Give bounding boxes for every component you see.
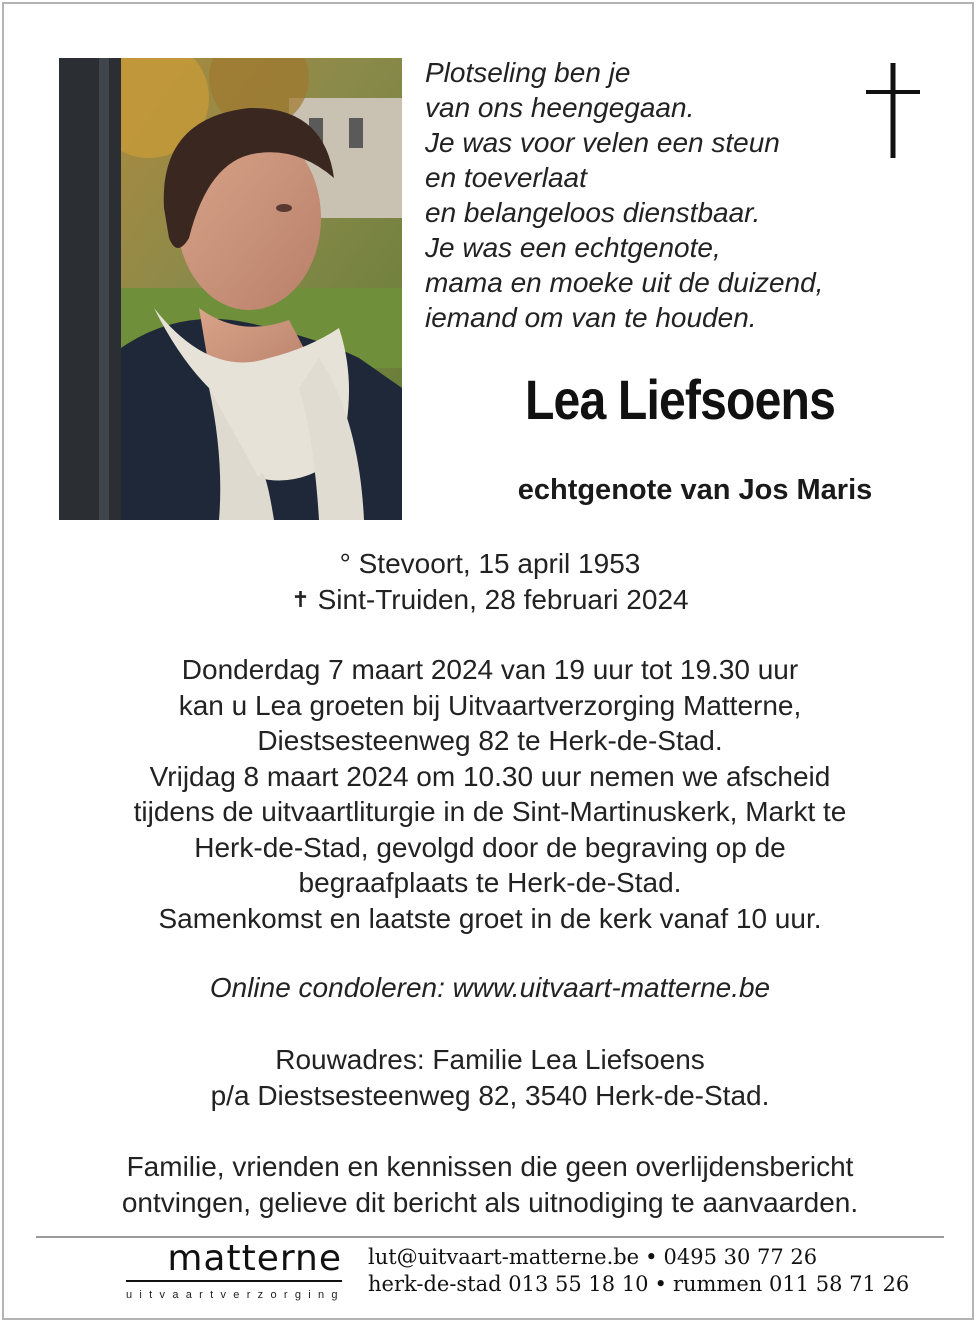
ceremony-line: kan u Lea groeten bij Uitvaartverzorging Matterne, bbox=[178, 689, 802, 721]
memorial-poem bbox=[425, 55, 865, 335]
portrait-photo bbox=[59, 58, 402, 520]
birth-line bbox=[40, 546, 940, 582]
contact-info bbox=[368, 1244, 909, 1298]
contact-line-2 bbox=[368, 1271, 909, 1298]
death-line bbox=[40, 582, 940, 618]
poem-line: Je was voor velen een steun bbox=[425, 127, 780, 158]
small-cross-icon: ✝ bbox=[291, 586, 310, 612]
mourning-address bbox=[40, 1042, 940, 1113]
deceased-name: Lea Liefsoens bbox=[524, 368, 836, 431]
poem-line: mama en moeke uit de duizend, bbox=[425, 267, 824, 298]
death-text: Sint-Truiden, 28 februari 2024 bbox=[317, 583, 689, 615]
invitation-line: ontvingen, gelieve dit bericht als uitnodiging te aanvaarden. bbox=[121, 1186, 859, 1218]
ceremony-line: Herk-de-Stad, gevolgd door de begraving op de bbox=[194, 831, 786, 863]
cross-icon bbox=[866, 63, 920, 158]
address-line: p/a Diestsesteenweg 82, 3540 Herk-de-Stad. bbox=[210, 1079, 770, 1111]
ceremony-line: Diestsesteenweg 82 te Herk-de-Stad. bbox=[257, 725, 723, 756]
spouse-line: echtgenote van Jos Maris bbox=[517, 474, 873, 506]
poem-line: en toeverlaat bbox=[425, 162, 587, 193]
bullet-separator: • bbox=[645, 1245, 658, 1269]
mobile-text: 0495 30 77 26 bbox=[663, 1245, 818, 1269]
birth-text: Stevoort, 15 april 1953 bbox=[358, 548, 641, 579]
poem-line: Je was een echtgenote, bbox=[425, 232, 721, 263]
ceremony-line: begraafplaats te Herk-de-Stad. bbox=[298, 867, 682, 898]
birth-death-dates bbox=[40, 546, 940, 617]
office-rummen-text: rummen 011 58 71 26 bbox=[672, 1272, 910, 1296]
brand-name: matterne bbox=[167, 1238, 342, 1279]
email-text: lut@uitvaart-matterne.be bbox=[368, 1245, 640, 1269]
ceremony-line: Donderdag 7 maart 2024 van 19 uur tot 19.30 uur bbox=[181, 654, 799, 685]
invitation-line: Familie, vrienden en kennissen die geen overlijdensbericht bbox=[126, 1151, 854, 1182]
invitation-note bbox=[40, 1149, 940, 1220]
brand-underline bbox=[126, 1280, 342, 1282]
matterne-logo bbox=[126, 1238, 345, 1302]
poem-line: Plotseling ben je bbox=[425, 57, 631, 88]
address-line: Rouwadres: Familie Lea Liefsoens bbox=[275, 1044, 705, 1075]
ceremony-line: Vrijdag 8 maart 2024 om 10.30 uur nemen we afscheid bbox=[149, 760, 831, 792]
poem-line: van ons heengegaan. bbox=[425, 92, 695, 123]
ceremony-line: Samenkomst en laatste groet in de kerk vanaf 10 uur. bbox=[158, 902, 822, 934]
office-herk-text: herk-de-stad 013 55 18 10 bbox=[368, 1272, 649, 1296]
poem-line: iemand om van te houden. bbox=[425, 302, 757, 333]
ceremony-line: tijdens de uitvaartliturgie in de Sint-Martinuskerk, Markt te bbox=[133, 796, 847, 827]
online-condolence: Online condoleren: www.uitvaart-matterne.be bbox=[209, 972, 771, 1003]
birth-symbol: ° bbox=[339, 548, 351, 579]
poem-line: en belangeloos dienstbaar. bbox=[425, 197, 761, 228]
bullet-separator: • bbox=[654, 1272, 667, 1296]
brand-subtitle: uitvaartverzorging bbox=[126, 1289, 345, 1301]
ceremony-details bbox=[40, 652, 940, 936]
contact-line-1 bbox=[368, 1244, 909, 1271]
